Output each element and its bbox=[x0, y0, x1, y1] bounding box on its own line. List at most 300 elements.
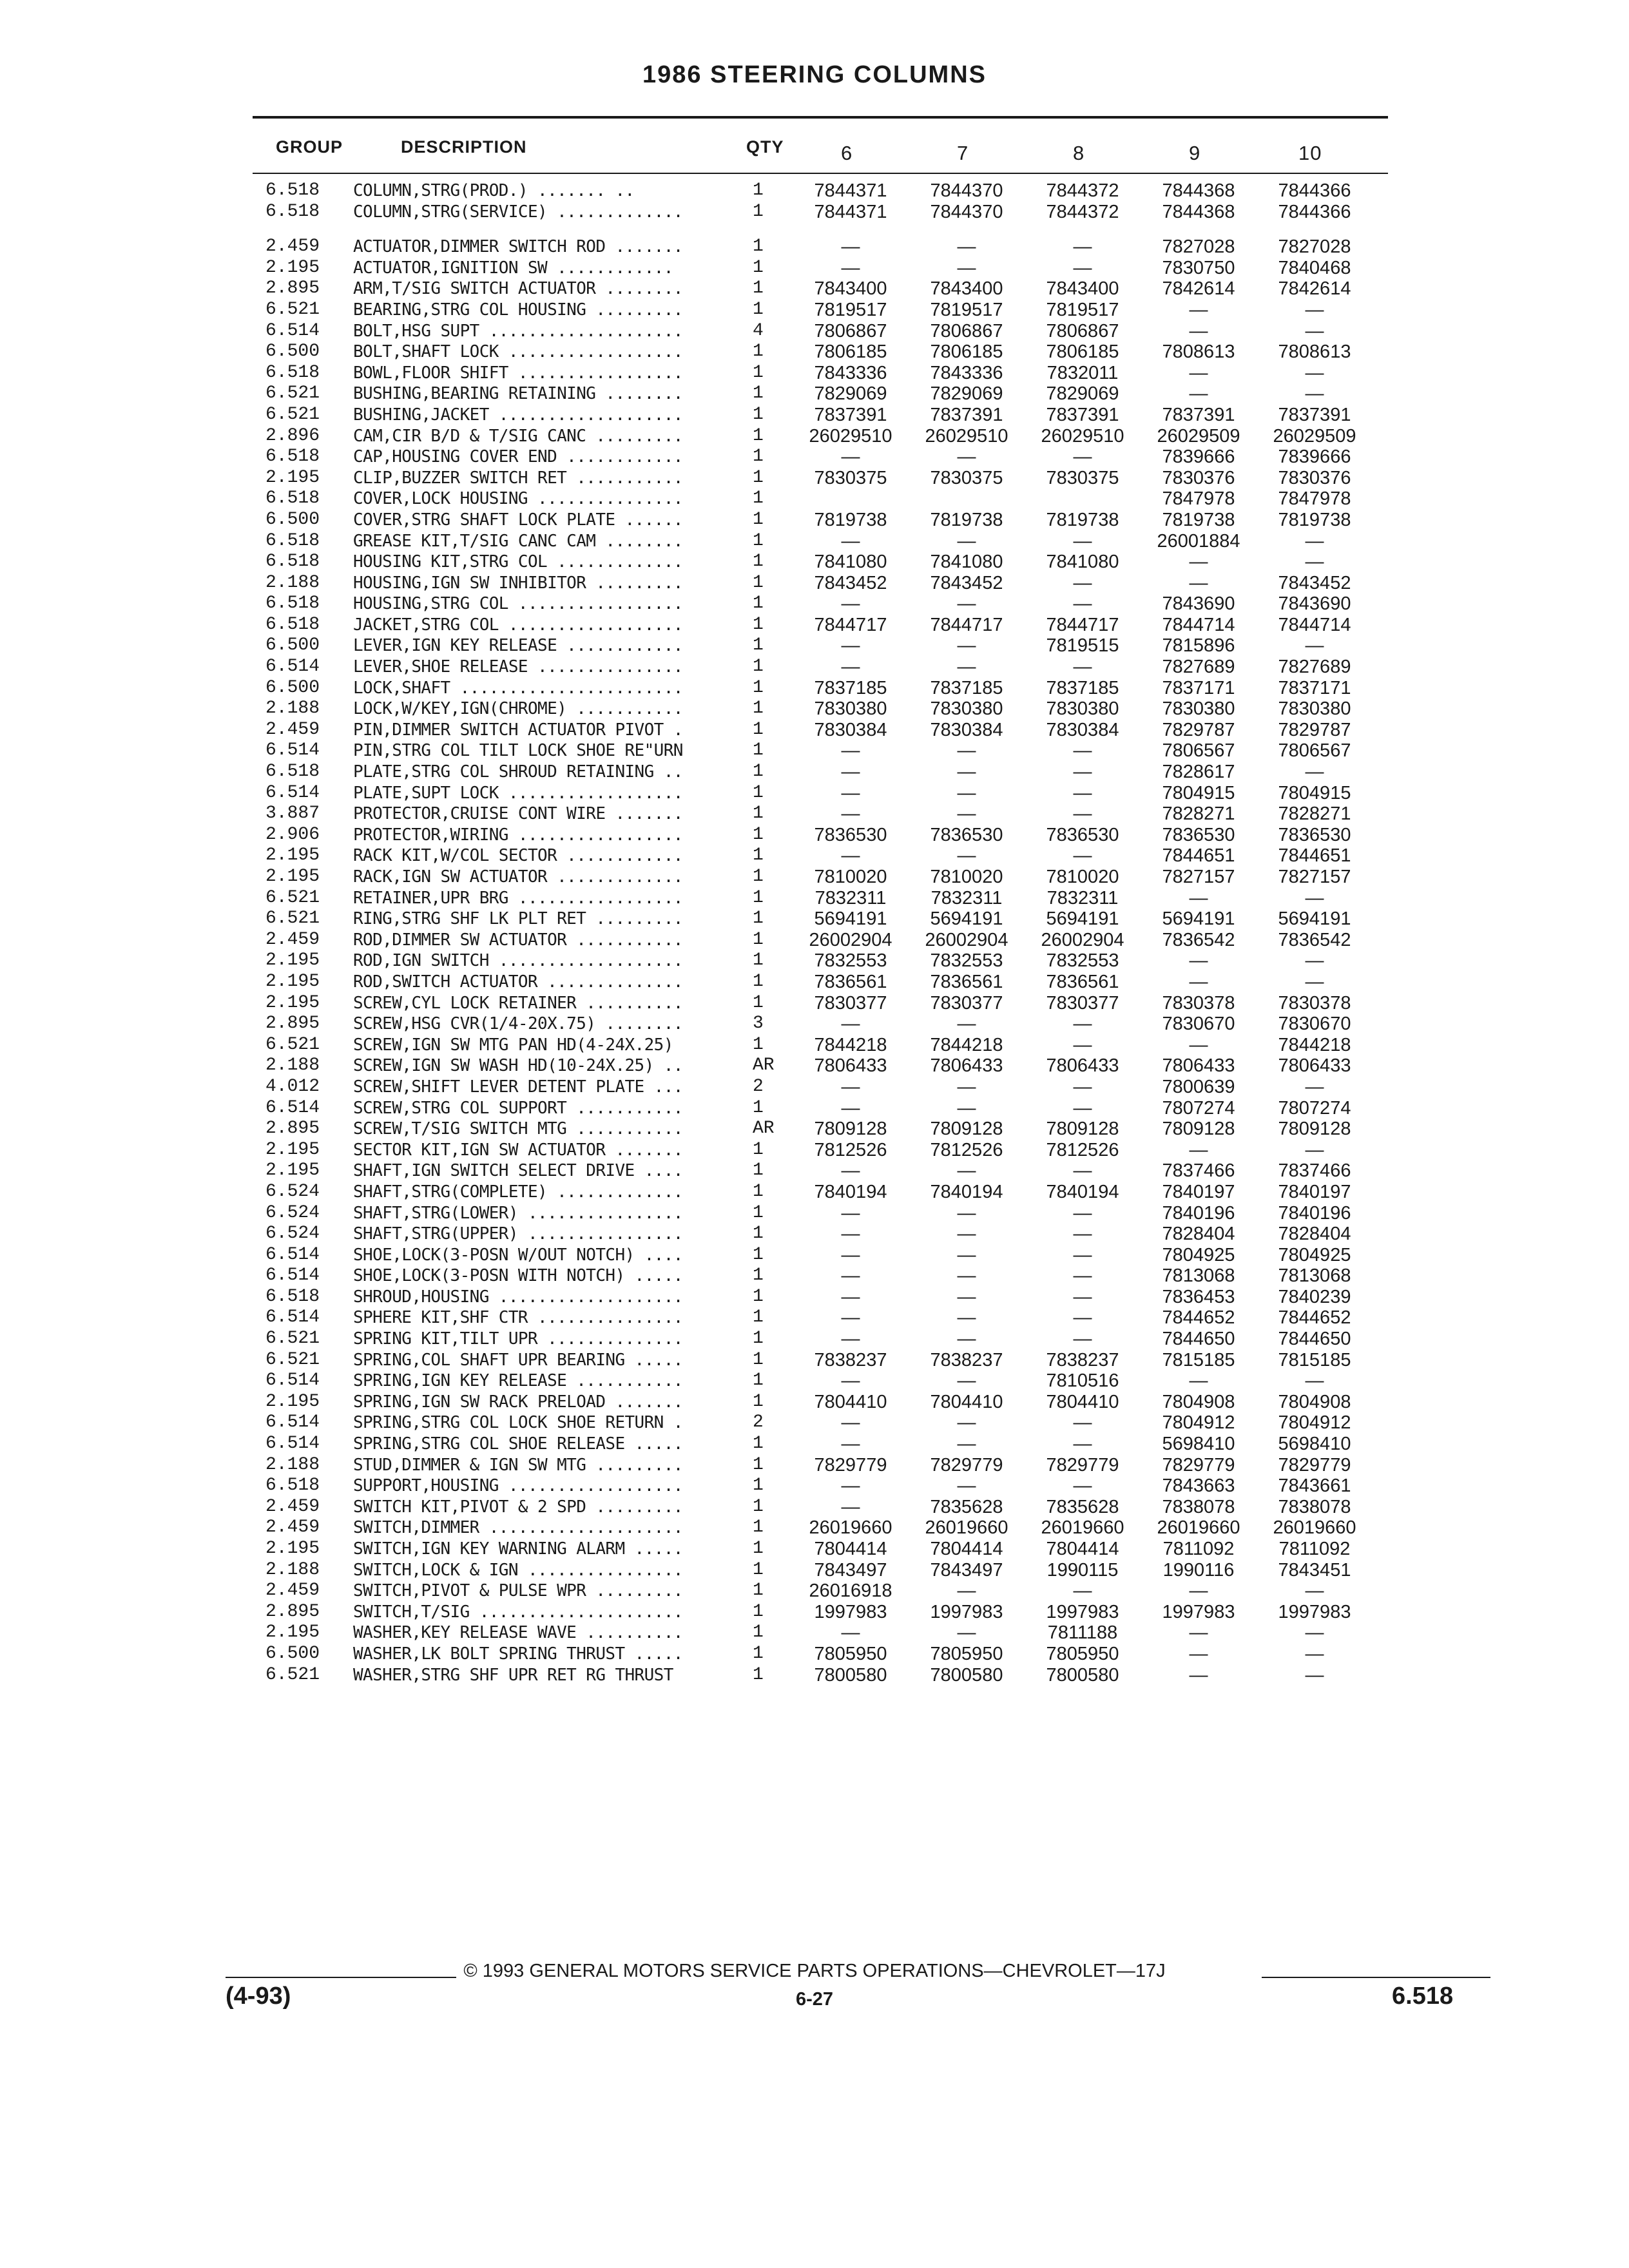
part-number-col8: 7844372 bbox=[1046, 201, 1119, 222]
qty-cell: AR bbox=[753, 1119, 775, 1139]
part-number-col9: 7839666 bbox=[1162, 447, 1235, 468]
part-number-col6: 5694191 bbox=[814, 908, 887, 930]
part-number-col6: — bbox=[841, 257, 860, 278]
part-number-col7: — bbox=[957, 1076, 976, 1097]
table-row bbox=[0, 1055, 1629, 1077]
description-cell: RACK KIT,W/COL SECTOR ............ bbox=[353, 846, 683, 866]
description-cell: COVER,LOCK HOUSING ............... bbox=[353, 489, 683, 509]
part-number-col6: 7838237 bbox=[814, 1349, 887, 1370]
part-number-col9: 7830378 bbox=[1162, 992, 1235, 1014]
qty-cell: 1 bbox=[753, 1539, 764, 1559]
qty-cell: 1 bbox=[753, 824, 764, 845]
description-cell: PROTECTOR,CRUISE CONT WIRE ....... bbox=[353, 804, 683, 824]
description-cell: PROTECTOR,WIRING ................. bbox=[353, 825, 683, 845]
group-cell: 2.459 bbox=[265, 236, 320, 257]
part-number-col9: 7830380 bbox=[1162, 698, 1235, 720]
part-number-col6: — bbox=[841, 762, 860, 783]
part-number-col8: — bbox=[1073, 1034, 1092, 1055]
part-number-col8: 7830375 bbox=[1046, 467, 1119, 488]
group-cell: 6.521 bbox=[265, 908, 320, 929]
part-number-col10: 26019660 bbox=[1273, 1517, 1356, 1539]
table-row bbox=[0, 1475, 1629, 1497]
group-cell: 6.521 bbox=[265, 1034, 320, 1055]
part-number-col10: 7830378 bbox=[1278, 992, 1351, 1014]
part-number-col10: 7804915 bbox=[1278, 782, 1351, 803]
part-number-col6: — bbox=[841, 1265, 860, 1287]
part-number-col9: 7828271 bbox=[1162, 803, 1235, 825]
part-number-col10: 7837391 bbox=[1278, 404, 1351, 425]
part-number-col6: — bbox=[841, 1434, 860, 1455]
part-number-col10: 7827689 bbox=[1278, 657, 1351, 678]
part-number-col8: 7836561 bbox=[1046, 971, 1119, 992]
part-number-col10: 7847978 bbox=[1278, 488, 1351, 510]
part-number-col10: 7840197 bbox=[1278, 1181, 1351, 1202]
qty-cell: 1 bbox=[753, 1034, 764, 1055]
description-cell: SPRING,IGN KEY RELEASE ........... bbox=[353, 1371, 683, 1391]
table-row bbox=[0, 363, 1629, 384]
table-row bbox=[0, 488, 1629, 510]
description-cell: BEARING,STRG COL HOUSING ......... bbox=[353, 300, 683, 320]
part-number-col8: 7832311 bbox=[1046, 887, 1119, 908]
part-number-col6: 7837391 bbox=[814, 404, 887, 425]
part-number-col6: 7805950 bbox=[814, 1643, 887, 1664]
part-number-col6: — bbox=[841, 1475, 860, 1497]
part-number-col9: — bbox=[1189, 971, 1208, 992]
part-number-col7: — bbox=[957, 1097, 976, 1119]
part-number-col6: — bbox=[841, 1160, 860, 1182]
qty-cell: 1 bbox=[753, 614, 764, 635]
part-number-col7: — bbox=[957, 1286, 976, 1307]
col-header-7: 7 bbox=[957, 142, 969, 164]
description-cell: RACK,IGN SW ACTUATOR ............. bbox=[353, 867, 683, 887]
qty-cell: 1 bbox=[753, 992, 764, 1013]
part-number-col7: 7810020 bbox=[930, 867, 1003, 887]
group-cell: 2.195 bbox=[265, 950, 320, 971]
part-number-col7: 7819738 bbox=[930, 509, 1003, 530]
qty-cell: 1 bbox=[753, 677, 764, 698]
description-cell: GREASE KIT,T/SIG CANC CAM ........ bbox=[353, 531, 683, 551]
part-number-col7: — bbox=[957, 530, 976, 552]
part-number-col9: 1997983 bbox=[1162, 1601, 1235, 1622]
part-number-col7: 7800580 bbox=[930, 1664, 1003, 1686]
part-number-col8: 7819738 bbox=[1046, 509, 1119, 530]
part-number-col10: 7844714 bbox=[1278, 614, 1351, 635]
description-cell: CAP,HOUSING COVER END ............ bbox=[353, 447, 683, 467]
part-number-col9: — bbox=[1189, 572, 1208, 593]
table-row bbox=[0, 678, 1629, 699]
part-number-col8: 7819517 bbox=[1046, 299, 1119, 320]
qty-cell: 4 bbox=[753, 320, 764, 341]
part-number-col9: — bbox=[1189, 320, 1208, 341]
part-number-col7: — bbox=[957, 1160, 976, 1182]
part-number-col10: 7828271 bbox=[1278, 803, 1351, 825]
qty-cell: 3 bbox=[753, 1014, 764, 1034]
group-cell: 6.514 bbox=[265, 1307, 320, 1328]
part-number-col7: — bbox=[957, 1370, 976, 1392]
part-number-col9: 7843663 bbox=[1162, 1475, 1235, 1497]
table-row bbox=[0, 1265, 1629, 1287]
part-number-col6: 7836561 bbox=[814, 971, 887, 992]
group-cell: 6.514 bbox=[265, 782, 320, 803]
part-number-col8: 7832553 bbox=[1046, 950, 1119, 972]
table-row bbox=[0, 1160, 1629, 1182]
table-row bbox=[0, 698, 1629, 720]
description-cell: SPRING,STRG COL LOCK SHOE RETURN . bbox=[353, 1413, 683, 1433]
part-number-col7: 7844717 bbox=[930, 614, 1003, 635]
table-row bbox=[0, 383, 1629, 405]
table-row bbox=[0, 993, 1629, 1014]
footer-revision-code: (4-93) bbox=[226, 1983, 291, 2010]
table-row bbox=[0, 1644, 1629, 1665]
part-number-col10: — bbox=[1305, 1664, 1324, 1686]
part-number-col9: 7827689 bbox=[1162, 657, 1235, 678]
part-number-col9: 7836530 bbox=[1162, 824, 1235, 845]
qty-cell: 1 bbox=[753, 1434, 764, 1454]
part-number-col6: — bbox=[841, 845, 860, 867]
part-number-col10: 7836542 bbox=[1278, 929, 1351, 950]
part-number-col7: — bbox=[957, 447, 976, 468]
part-number-col8: 1990115 bbox=[1046, 1559, 1119, 1581]
part-number-col7: 7804410 bbox=[930, 1391, 1003, 1412]
group-cell: 6.518 bbox=[265, 762, 320, 782]
table-row bbox=[0, 1370, 1629, 1392]
qty-cell: 1 bbox=[753, 1265, 764, 1286]
part-number-col10: 7813068 bbox=[1278, 1265, 1351, 1287]
table-row bbox=[0, 1329, 1629, 1350]
part-number-col10: 7806567 bbox=[1278, 740, 1351, 762]
group-cell: 2.895 bbox=[265, 278, 320, 299]
part-number-col6: — bbox=[841, 803, 860, 825]
part-number-col8: 7830384 bbox=[1046, 719, 1119, 740]
qty-cell: 2 bbox=[753, 1076, 764, 1097]
part-number-col9: 7808613 bbox=[1162, 341, 1235, 363]
part-number-col8: — bbox=[1073, 1097, 1092, 1119]
part-number-col6: 7809128 bbox=[814, 1119, 887, 1140]
part-number-col8: — bbox=[1073, 1224, 1092, 1245]
part-number-col10: 7829779 bbox=[1278, 1454, 1351, 1475]
part-number-col6: — bbox=[841, 447, 860, 468]
part-number-col8: 5694191 bbox=[1046, 908, 1119, 930]
qty-cell: 1 bbox=[753, 1224, 764, 1244]
part-number-col9: — bbox=[1189, 1139, 1208, 1160]
part-number-col7: 1997983 bbox=[930, 1601, 1003, 1622]
qty-cell: 1 bbox=[753, 488, 764, 509]
description-cell: ACTUATOR,DIMMER SWITCH ROD ....... bbox=[353, 237, 683, 257]
table-row bbox=[0, 1350, 1629, 1371]
part-number-col10: 7840468 bbox=[1278, 257, 1351, 278]
part-number-col10: 7840239 bbox=[1278, 1286, 1351, 1307]
part-number-col7: — bbox=[957, 782, 976, 803]
qty-cell: 1 bbox=[753, 1244, 764, 1265]
table-row bbox=[0, 908, 1629, 930]
part-number-col7: 7843400 bbox=[930, 278, 1003, 300]
part-number-col9: 7844368 bbox=[1162, 201, 1235, 222]
part-number-col9: — bbox=[1189, 362, 1208, 383]
part-number-col6: — bbox=[841, 1286, 860, 1307]
part-number-col7: 26002904 bbox=[925, 929, 1008, 950]
part-number-col6: — bbox=[841, 1076, 860, 1097]
part-number-col8: 7811188 bbox=[1047, 1622, 1118, 1644]
part-number-col6: — bbox=[841, 657, 860, 678]
table-row bbox=[0, 1182, 1629, 1203]
group-cell: 6.518 bbox=[265, 180, 320, 200]
col-header-9: 9 bbox=[1189, 142, 1201, 164]
part-number-col7: 7843452 bbox=[930, 572, 1003, 593]
part-number-col9: 7800639 bbox=[1162, 1076, 1235, 1097]
part-number-col7: — bbox=[957, 1307, 976, 1329]
description-cell: LOCK,W/KEY,IGN(CHROME) ........... bbox=[353, 699, 683, 719]
qty-cell: 1 bbox=[753, 593, 764, 614]
table-row bbox=[0, 888, 1629, 909]
description-cell: RING,STRG SHF LK PLT RET ......... bbox=[353, 909, 683, 929]
part-number-col10: 7809128 bbox=[1278, 1119, 1351, 1140]
qty-cell: 1 bbox=[753, 719, 764, 740]
part-number-col9: — bbox=[1189, 1622, 1208, 1644]
part-number-col8: — bbox=[1073, 236, 1092, 258]
part-number-col8: 7804410 bbox=[1046, 1391, 1119, 1412]
part-number-col10: 7806433 bbox=[1278, 1055, 1351, 1077]
description-cell: SCREW,STRG COL SUPPORT ........... bbox=[353, 1098, 683, 1118]
table-row bbox=[0, 1602, 1629, 1623]
table-row bbox=[0, 202, 1629, 223]
table-row bbox=[0, 1412, 1629, 1434]
part-number-col9: 7844651 bbox=[1162, 845, 1235, 867]
part-number-col10: 7844366 bbox=[1278, 180, 1351, 201]
part-number-col9: 7829787 bbox=[1162, 719, 1235, 740]
qty-cell: 1 bbox=[753, 740, 764, 761]
group-cell: 6.521 bbox=[265, 887, 320, 908]
part-number-col6: 7844218 bbox=[814, 1034, 887, 1055]
part-number-col8: — bbox=[1073, 593, 1092, 615]
description-cell: HOUSING KIT,STRG COL ............. bbox=[353, 552, 683, 572]
part-number-col10: — bbox=[1305, 552, 1324, 573]
qty-cell: 1 bbox=[753, 1454, 764, 1475]
part-number-col6: — bbox=[841, 1412, 860, 1434]
qty-cell: 1 bbox=[753, 1622, 764, 1643]
part-number-col9: 7815185 bbox=[1162, 1349, 1235, 1370]
table-row bbox=[0, 1581, 1629, 1602]
description-cell: SCREW,HSG CVR(1/4-20X.75) ........ bbox=[353, 1014, 683, 1034]
part-number-col8: — bbox=[1073, 1434, 1092, 1455]
qty-cell: 1 bbox=[753, 447, 764, 467]
part-number-col7: 7806433 bbox=[930, 1055, 1003, 1077]
part-number-col8: — bbox=[1073, 1265, 1092, 1287]
group-cell: 6.521 bbox=[265, 1349, 320, 1370]
part-number-col7: 7837391 bbox=[930, 404, 1003, 425]
part-number-col6: 26002904 bbox=[809, 929, 892, 950]
table-row bbox=[0, 236, 1629, 258]
part-number-col7: 7835628 bbox=[930, 1496, 1003, 1517]
part-number-col10: 7840196 bbox=[1278, 1202, 1351, 1224]
part-number-col10: — bbox=[1305, 362, 1324, 383]
part-number-col7: 26029510 bbox=[925, 425, 1008, 447]
description-cell: SWITCH,DIMMER .................... bbox=[353, 1518, 683, 1538]
part-number-col6: 7843497 bbox=[814, 1559, 887, 1581]
qty-cell: 1 bbox=[753, 1307, 764, 1328]
part-number-col7: 7806185 bbox=[930, 341, 1003, 363]
part-number-col6: 1997983 bbox=[814, 1601, 887, 1622]
part-number-col10: 7844651 bbox=[1278, 845, 1351, 867]
part-number-col6: — bbox=[841, 740, 860, 762]
table-row bbox=[0, 657, 1629, 678]
description-cell: SPRING KIT,TILT UPR .............. bbox=[353, 1329, 683, 1349]
table-row bbox=[0, 1224, 1629, 1245]
part-number-col9: 7811092 bbox=[1162, 1539, 1235, 1559]
part-number-col9: 7806567 bbox=[1162, 740, 1235, 762]
description-cell: STUD,DIMMER & IGN SW MTG ......... bbox=[353, 1455, 683, 1475]
part-number-col10: 5694191 bbox=[1278, 908, 1351, 930]
group-cell: 6.500 bbox=[265, 635, 320, 656]
part-number-col10: — bbox=[1305, 1076, 1324, 1097]
qty-cell: 1 bbox=[753, 530, 764, 551]
part-number-col6: 7830380 bbox=[814, 698, 887, 720]
description-cell: LEVER,SHOE RELEASE ............... bbox=[353, 657, 683, 677]
group-cell: 6.521 bbox=[265, 299, 320, 320]
part-number-col10: 7804925 bbox=[1278, 1244, 1351, 1265]
table-row bbox=[0, 1098, 1629, 1119]
part-number-col10: 26029509 bbox=[1273, 425, 1356, 447]
qty-cell: 1 bbox=[753, 1202, 764, 1223]
footer-section-code: 6.518 bbox=[1392, 1983, 1454, 2010]
qty-cell: 1 bbox=[753, 1160, 764, 1181]
qty-cell: 1 bbox=[753, 1329, 764, 1349]
group-cell: 6.518 bbox=[265, 614, 320, 635]
part-number-col8: 7810516 bbox=[1046, 1370, 1119, 1392]
part-number-col9: 7838078 bbox=[1162, 1496, 1235, 1517]
part-number-col7: — bbox=[957, 1014, 976, 1035]
table-row bbox=[0, 720, 1629, 741]
part-number-col9: 26029509 bbox=[1157, 425, 1240, 447]
qty-cell: 1 bbox=[753, 404, 764, 425]
part-number-col9: 7813068 bbox=[1162, 1265, 1235, 1287]
description-cell: SHAFT,STRG(COMPLETE) ............. bbox=[353, 1182, 683, 1202]
part-number-col9: 7815896 bbox=[1162, 635, 1235, 657]
qty-cell: 1 bbox=[753, 698, 764, 719]
part-number-col9: 7804915 bbox=[1162, 782, 1235, 803]
table-row bbox=[0, 1539, 1629, 1560]
part-number-col8: 7805950 bbox=[1046, 1643, 1119, 1664]
part-number-col8: — bbox=[1073, 740, 1092, 762]
part-number-col8: — bbox=[1073, 1202, 1092, 1224]
part-number-col9: 7840197 bbox=[1162, 1181, 1235, 1202]
part-number-col6: 7841080 bbox=[814, 552, 887, 573]
part-number-col9: 26019660 bbox=[1157, 1517, 1240, 1539]
part-number-col6: 7844371 bbox=[814, 201, 887, 222]
part-number-col7: — bbox=[957, 1265, 976, 1287]
qty-cell: 1 bbox=[753, 1370, 764, 1391]
part-number-col7: 7806867 bbox=[930, 320, 1003, 341]
footer-page-number: 6-27 bbox=[795, 1989, 834, 2010]
part-number-col9: 1990116 bbox=[1162, 1559, 1235, 1581]
part-number-col8: — bbox=[1073, 1286, 1092, 1307]
table-row bbox=[0, 1287, 1629, 1308]
description-cell: SHROUD,HOUSING ................... bbox=[353, 1287, 683, 1307]
part-number-col6: 7843452 bbox=[814, 572, 887, 593]
part-number-col7: 7804414 bbox=[930, 1539, 1003, 1559]
group-cell: 6.514 bbox=[265, 740, 320, 761]
part-number-col7: 7844370 bbox=[930, 201, 1003, 222]
description-cell: PLATE,STRG COL SHROUD RETAINING .. bbox=[353, 762, 683, 782]
part-number-col9: 7828404 bbox=[1162, 1224, 1235, 1245]
part-number-col6: 7836530 bbox=[814, 824, 887, 845]
description-cell: ARM,T/SIG SWITCH ACTUATOR ........ bbox=[353, 279, 683, 299]
group-cell: 2.188 bbox=[265, 698, 320, 719]
table-row bbox=[0, 867, 1629, 888]
description-cell: WASHER,LK BOLT SPRING THRUST ..... bbox=[353, 1644, 683, 1664]
description-cell: COLUMN,STRG(SERVICE) ............. bbox=[353, 202, 683, 222]
part-number-col6: — bbox=[841, 1244, 860, 1265]
qty-cell: 1 bbox=[753, 341, 764, 362]
part-number-col8: 26002904 bbox=[1041, 929, 1124, 950]
part-number-col6: — bbox=[841, 593, 860, 615]
part-number-col6: 7829069 bbox=[814, 383, 887, 405]
part-number-col6: 7810020 bbox=[814, 867, 887, 887]
table-row bbox=[0, 740, 1629, 762]
part-number-col8: 7800580 bbox=[1046, 1664, 1119, 1686]
qty-cell: 1 bbox=[753, 383, 764, 404]
col-header-description: DESCRIPTION bbox=[401, 137, 527, 157]
description-cell: SWITCH,PIVOT & PULSE WPR ......... bbox=[353, 1581, 683, 1601]
table-row bbox=[0, 1560, 1629, 1581]
table-row bbox=[0, 1517, 1629, 1539]
part-number-col10: — bbox=[1305, 887, 1324, 908]
part-number-col6: 7804414 bbox=[814, 1539, 887, 1559]
part-number-col9: 7829779 bbox=[1162, 1454, 1235, 1475]
part-number-col9: 7844714 bbox=[1162, 614, 1235, 635]
part-number-col8: 7837391 bbox=[1046, 404, 1119, 425]
table-row bbox=[0, 1119, 1629, 1140]
part-number-col8: 7843400 bbox=[1046, 278, 1119, 300]
qty-cell: 1 bbox=[753, 1097, 764, 1118]
part-number-col10: 7808613 bbox=[1278, 341, 1351, 363]
part-number-col7: 7832553 bbox=[930, 950, 1003, 972]
description-cell: PIN,DIMMER SWITCH ACTUATOR PIVOT . bbox=[353, 720, 683, 740]
part-number-col8: 7806433 bbox=[1046, 1055, 1119, 1077]
part-number-col6: — bbox=[841, 1496, 860, 1517]
part-number-col10: 7844218 bbox=[1278, 1034, 1351, 1055]
part-number-col9: — bbox=[1189, 887, 1208, 908]
qty-cell: 1 bbox=[753, 803, 764, 824]
group-cell: 6.514 bbox=[265, 1265, 320, 1286]
group-cell: 2.895 bbox=[265, 1014, 320, 1034]
part-number-col9: 7830670 bbox=[1162, 1014, 1235, 1035]
part-number-col10: — bbox=[1305, 1581, 1324, 1602]
table-row bbox=[0, 1035, 1629, 1056]
part-number-col9: 7844652 bbox=[1162, 1307, 1235, 1329]
part-number-col7: 7830384 bbox=[930, 719, 1003, 740]
table-row bbox=[0, 950, 1629, 972]
part-number-col10: 7837171 bbox=[1278, 677, 1351, 698]
col-header-group: GROUP bbox=[276, 137, 343, 157]
part-number-col9: — bbox=[1189, 1643, 1208, 1664]
qty-cell: 1 bbox=[753, 1349, 764, 1370]
description-cell: CLIP,BUZZER SWITCH RET ........... bbox=[353, 468, 683, 488]
part-number-col9: — bbox=[1189, 552, 1208, 573]
group-cell: 6.524 bbox=[265, 1224, 320, 1244]
description-cell: BOLT,SHAFT LOCK .................. bbox=[353, 342, 683, 362]
table-row bbox=[0, 531, 1629, 552]
part-number-col6: — bbox=[841, 1370, 860, 1392]
part-number-col8: 7840194 bbox=[1046, 1181, 1119, 1202]
group-cell: 6.518 bbox=[265, 530, 320, 551]
qty-cell: 1 bbox=[753, 236, 764, 257]
part-number-col7: 7830380 bbox=[930, 698, 1003, 720]
part-number-col7: — bbox=[957, 1412, 976, 1434]
table-row bbox=[0, 845, 1629, 867]
group-cell: 2.195 bbox=[265, 1622, 320, 1643]
part-number-col8: — bbox=[1073, 1475, 1092, 1497]
description-cell: LOCK,SHAFT ....................... bbox=[353, 678, 683, 698]
